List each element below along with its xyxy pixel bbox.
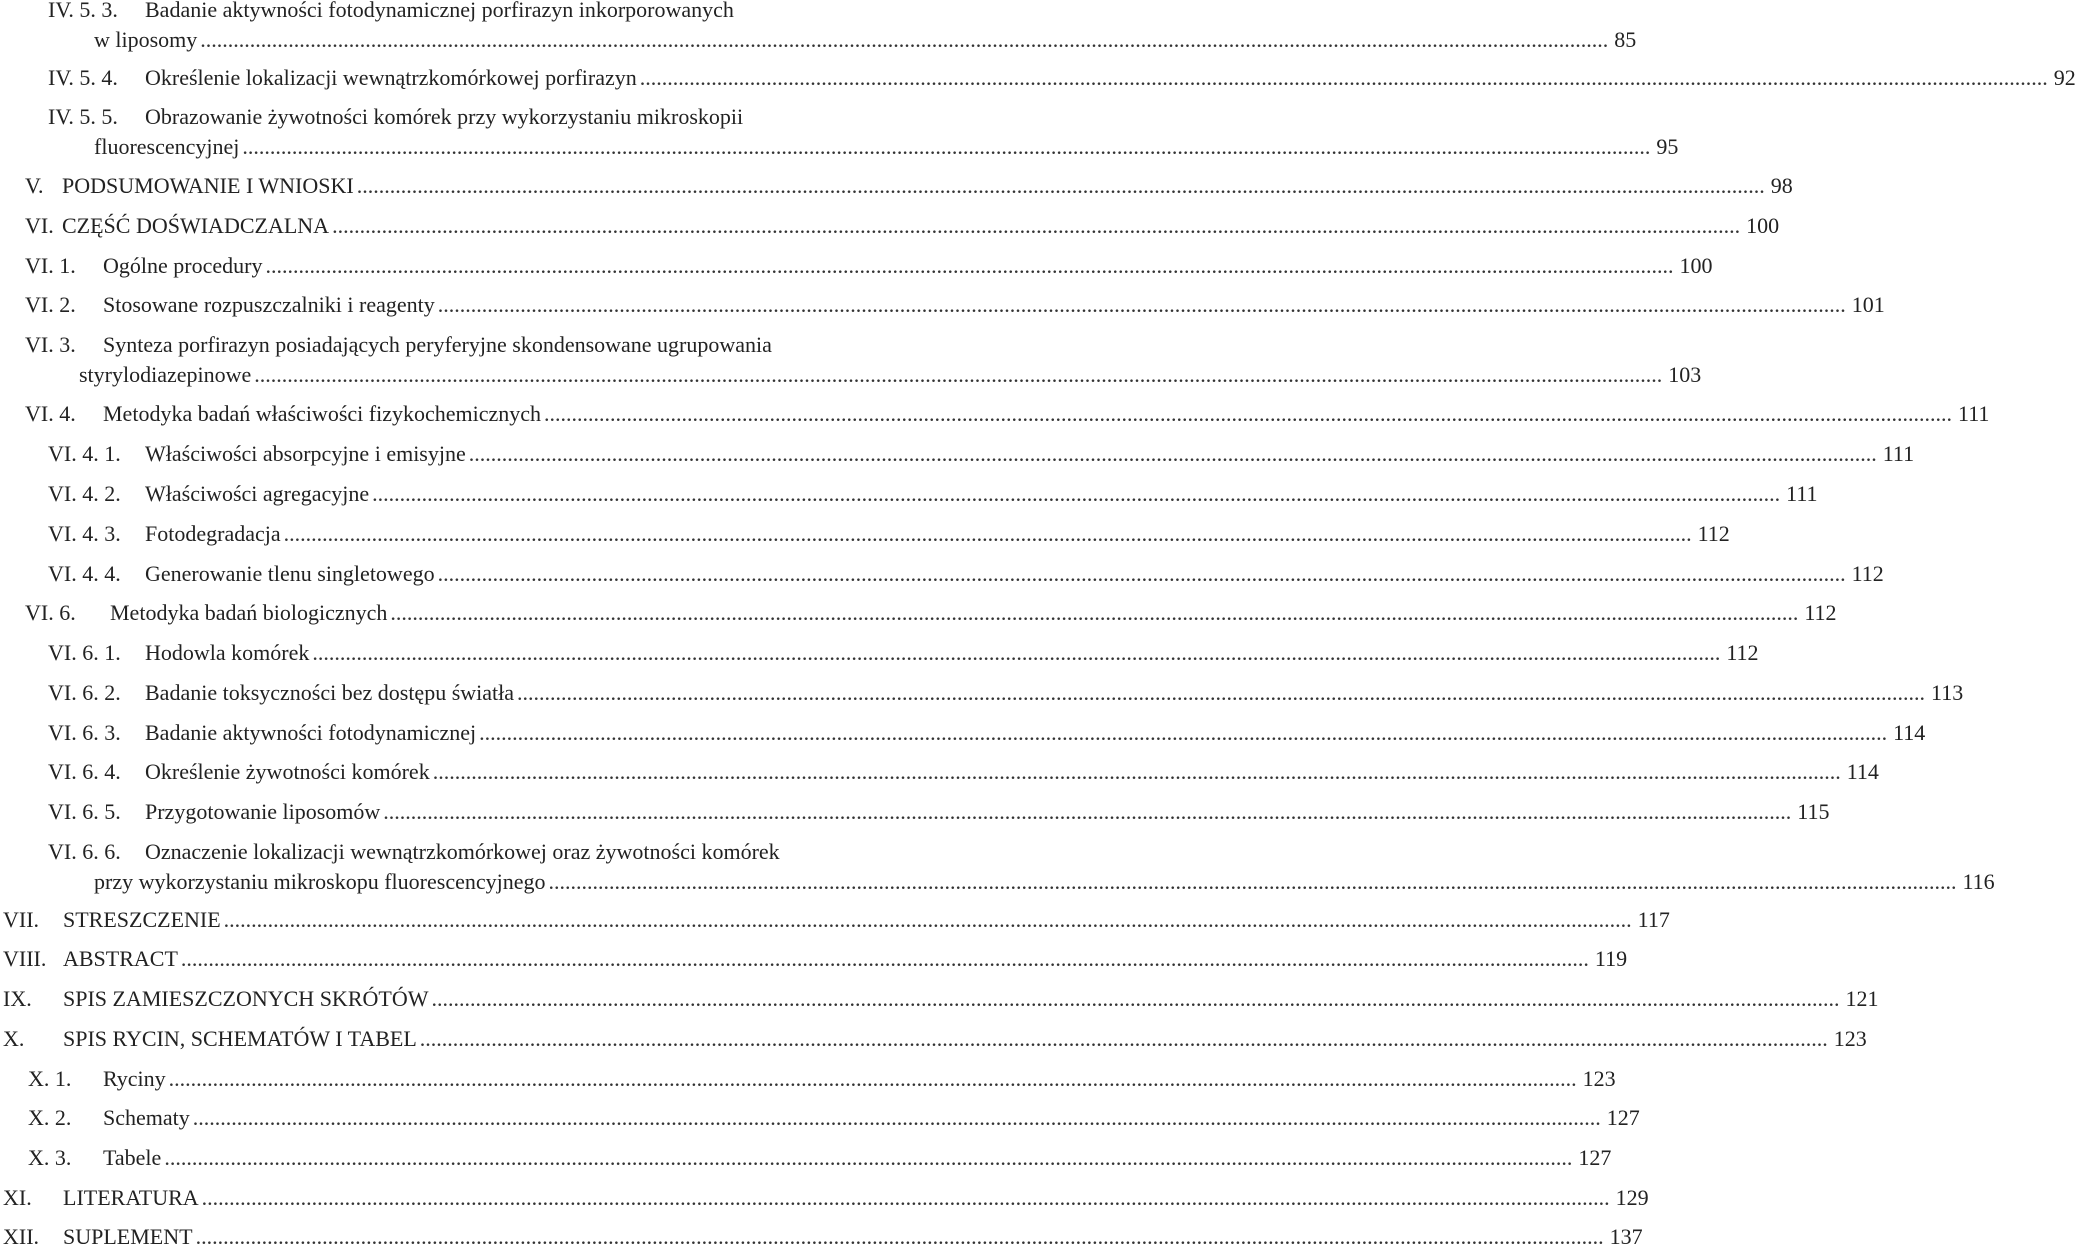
entry-number: X. 2. <box>28 1105 72 1130</box>
entry-page-number: 113 <box>1931 680 1964 705</box>
entry-title: Badanie aktywności fotodynamicznej porfirazyn inkorporowanych <box>145 0 734 22</box>
entry-page-number: 98 <box>1770 173 1793 198</box>
entry-page-number: 95 <box>1656 134 1679 159</box>
dot-leader: ................................................................................................................................................................................................................................................................ <box>437 292 1846 317</box>
entry-title: CZĘŚĆ DOŚWIADCZALNA <box>62 213 330 238</box>
entry-page-number: 112 <box>1851 561 1884 586</box>
entry-number: IV. 5. 4. <box>48 65 118 90</box>
entry-page-number: 117 <box>1637 907 1670 932</box>
entry-page-number: 112 <box>1804 600 1837 625</box>
dot-leader: ................................................................................................................................................................................................................................................................ <box>168 1066 1577 1091</box>
entry-page-number: 127 <box>1578 1145 1612 1170</box>
entry-title: Określenie żywotności komórek <box>145 759 430 784</box>
entry-page-number: 85 <box>1614 27 1637 52</box>
entry-page-number: 112 <box>1697 521 1730 546</box>
entry-title: Badanie aktywności fotodynamicznej <box>145 720 477 745</box>
entry-title: Ryciny <box>103 1066 166 1091</box>
entry-title: STRESZCZENIE <box>63 907 221 932</box>
entry-title: Synteza porfirazyn posiadających peryferyjne skondensowane ugrupowania <box>103 332 772 357</box>
entry-number: XI. <box>3 1185 32 1210</box>
entry-page-number: 111 <box>1958 401 1990 426</box>
entry-page-number: 101 <box>1851 292 1885 317</box>
dot-leader: ................................................................................................................................................................................................................................................................ <box>192 1105 1601 1130</box>
entry-number: VIII. <box>3 946 47 971</box>
entry-page-number: 111 <box>1882 441 1915 466</box>
dot-leader: ................................................................................................................................................................................................................................................................ <box>372 481 1781 506</box>
entry-title: Określenie lokalizacji wewnątrzkomórkowej porfirazyn <box>145 65 637 90</box>
entry-title-continued: przy wykorzystaniu mikroskopu fluorescencyjnego <box>94 869 546 894</box>
entry-number: VII. <box>3 907 40 932</box>
dot-leader: ................................................................................................................................................................................................................................................................ <box>265 253 1674 278</box>
entry-page-number: 114 <box>1846 759 1879 784</box>
entry-title: SUPLEMENT <box>63 1224 193 1249</box>
entry-number: X. 1. <box>28 1066 72 1091</box>
dot-leader: ................................................................................................................................................................................................................................................................ <box>242 134 1651 159</box>
entry-number: VI. 4. 3. <box>48 521 121 546</box>
entry-number: VI. 6. 4. <box>48 759 121 784</box>
entry-title-continued: styrylodiazepinowe <box>79 362 252 387</box>
entry-number: X. <box>3 1026 25 1051</box>
dot-leader: ................................................................................................................................................................................................................................................................ <box>180 946 1589 971</box>
entry-number: VI. 4. 1. <box>48 441 121 466</box>
dot-leader: ................................................................................................................................................................................................................................................................ <box>195 1224 1604 1249</box>
entry-number: IV. 5. 5. <box>48 104 118 129</box>
entry-title: PODSUMOWANIE I WNIOSKI <box>62 173 354 198</box>
entry-number: VI. <box>25 213 54 238</box>
entry-title: Badanie toksyczności bez dostępu światła <box>145 680 515 705</box>
dot-leader: ................................................................................................................................................................................................................................................................ <box>544 401 1953 426</box>
entry-number: VI. 4. 4. <box>48 561 121 586</box>
entry-title: ABSTRACT <box>63 946 178 971</box>
entry-number: V. <box>25 173 44 198</box>
entry-title: Generowanie tlenu singletowego <box>145 561 435 586</box>
dot-leader: ................................................................................................................................................................................................................................................................ <box>468 441 1877 466</box>
entry-title: Metodyka badań właściwości fizykochemicznych <box>103 401 542 426</box>
entry-title: LITERATURA <box>63 1185 199 1210</box>
entry-page-number: 111 <box>1786 481 1818 506</box>
entry-page-number: 112 <box>1726 640 1759 665</box>
entry-number: VI. 6. 2. <box>48 680 121 705</box>
entry-number: VI. 4. <box>25 401 76 426</box>
dot-leader: ................................................................................................................................................................................................................................................................ <box>356 173 1765 198</box>
entry-title: Właściwości absorpcyjne i emisyjne <box>145 441 466 466</box>
entry-page-number: 115 <box>1797 799 1830 824</box>
entry-number: IX. <box>3 986 32 1011</box>
entry-page-number: 123 <box>1582 1066 1616 1091</box>
entry-title: Właściwości agregacyjne <box>145 481 370 506</box>
dot-leader: ................................................................................................................................................................................................................................................................ <box>383 799 1792 824</box>
dot-leader: ................................................................................................................................................................................................................................................................ <box>419 1026 1828 1051</box>
entry-page-number: 119 <box>1594 946 1628 971</box>
entry-number: VI. 6. 6. <box>48 839 121 864</box>
entry-title: Fotodegradacja <box>145 521 281 546</box>
entry-title: Tabele <box>103 1145 162 1170</box>
entry-page-number: 92 <box>2053 65 2076 90</box>
entry-number: XII. <box>3 1224 40 1249</box>
entry-number: VI. 6. 5. <box>48 799 121 824</box>
dot-leader: ................................................................................................................................................................................................................................................................ <box>312 640 1721 665</box>
entry-number: VI. 6. <box>25 600 76 625</box>
entry-number: VI. 3. <box>25 332 76 357</box>
entry-title: Schematy <box>103 1105 190 1130</box>
entry-number: VI. 1. <box>25 253 76 278</box>
dot-leader: ................................................................................................................................................................................................................................................................ <box>332 213 1741 238</box>
entry-page-number: 129 <box>1615 1185 1649 1210</box>
entry-page-number: 100 <box>1746 213 1780 238</box>
entry-title: SPIS RYCIN, SCHEMATÓW I TABEL <box>63 1026 417 1051</box>
entry-title: Stosowane rozpuszczalniki i reagenty <box>103 292 435 317</box>
entry-number: VI. 6. 1. <box>48 640 121 665</box>
entry-title-continued: w liposomy <box>94 27 198 52</box>
entry-page-number: 137 <box>1609 1224 1643 1249</box>
dot-leader: ................................................................................................................................................................................................................................................................ <box>437 561 1846 586</box>
dot-leader: ................................................................................................................................................................................................................................................................ <box>431 986 1840 1011</box>
entry-page-number: 103 <box>1668 362 1702 387</box>
entry-title: Przygotowanie liposomów <box>145 799 381 824</box>
dot-leader: ................................................................................................................................................................................................................................................................ <box>254 362 1663 387</box>
entry-number: X. 3. <box>28 1145 72 1170</box>
entry-number: VI. 6. 3. <box>48 720 121 745</box>
dot-leader: ................................................................................................................................................................................................................................................................ <box>517 680 1926 705</box>
dot-leader: ................................................................................................................................................................................................................................................................ <box>283 521 1692 546</box>
dot-leader: ................................................................................................................................................................................................................................................................ <box>548 869 1957 894</box>
dot-leader: ................................................................................................................................................................................................................................................................ <box>479 720 1888 745</box>
entry-title: Hodowla komórek <box>145 640 310 665</box>
entry-number: VI. 4. 2. <box>48 481 121 506</box>
entry-title: Ogólne procedury <box>103 253 263 278</box>
dot-leader: ................................................................................................................................................................................................................................................................ <box>223 907 1632 932</box>
entry-page-number: 116 <box>1962 869 1995 894</box>
entry-page-number: 100 <box>1679 253 1713 278</box>
entry-title: Oznaczenie lokalizacji wewnątrzkomórkowej oraz żywotności komórek <box>145 839 780 864</box>
dot-leader: ................................................................................................................................................................................................................................................................ <box>200 27 1609 52</box>
dot-leader: ................................................................................................................................................................................................................................................................ <box>164 1145 1573 1170</box>
entry-page-number: 127 <box>1606 1105 1640 1130</box>
entry-title: SPIS ZAMIESZCZONYCH SKRÓTÓW <box>63 986 429 1011</box>
entry-page-number: 114 <box>1893 720 1926 745</box>
entry-page-number: 121 <box>1845 986 1879 1011</box>
entry-title: Metodyka badań biologicznych <box>110 600 388 625</box>
entry-title: Obrazowanie żywotności komórek przy wykorzystaniu mikroskopii <box>145 104 744 129</box>
dot-leader: ................................................................................................................................................................................................................................................................ <box>201 1185 1610 1210</box>
entry-title-continued: fluorescencyjnej <box>94 134 240 159</box>
dot-leader: ................................................................................................................................................................................................................................................................ <box>390 600 1799 625</box>
entry-number: IV. 5. 3. <box>48 0 118 22</box>
dot-leader: ................................................................................................................................................................................................................................................................ <box>639 65 2048 90</box>
dot-leader: ................................................................................................................................................................................................................................................................ <box>432 759 1841 784</box>
entry-number: VI. 2. <box>25 292 76 317</box>
entry-page-number: 123 <box>1833 1026 1867 1051</box>
